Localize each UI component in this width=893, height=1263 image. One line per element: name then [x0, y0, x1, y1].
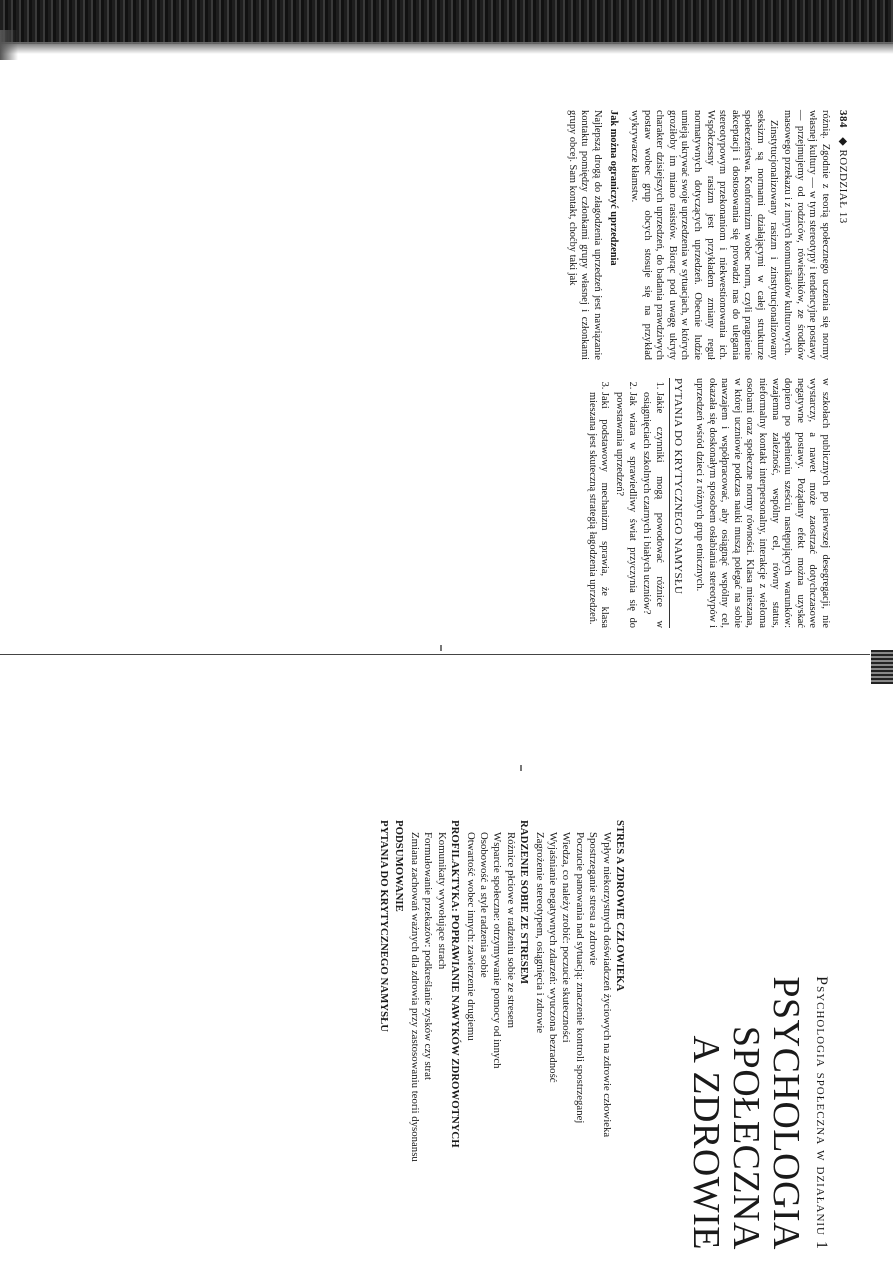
- outline-subsection: Komunikaty wywołujące strach: [435, 832, 448, 970]
- chapter-label: ROZDZIAŁ 13: [837, 149, 849, 224]
- running-head: [837, 110, 850, 630]
- paragraph: Najlepszą drogą do złagodzenia uprzedzeń jest nawiązanie kontaktu pomiędzy członkami grupy własnej i członkami grupy obcej. Sam kontakt, choćby taki jak: [566, 110, 603, 360]
- outline-section: RADZENIE SOBIE ZE STRESEM: [518, 820, 531, 985]
- outline-subsection: Różnice płciowe w radzeniu sobie ze stresem: [504, 832, 517, 1029]
- outline-subsection: Osobowość a style radzenia sobie: [477, 832, 490, 978]
- chapter-title-line: PSYCHOLOGIA SPOŁECZNA: [725, 976, 807, 1250]
- outline-subsection: Formułowanie przekazów: podkreślanie zysków czy strat: [422, 832, 435, 1080]
- scan-shadow-left: [0, 30, 18, 60]
- outline-subsection: Wyjaśnianie negatywnych zdarzeń: wyuczona bezradność: [546, 832, 559, 1083]
- outline-subsection: Wpływ niekorzystnych doświadczeń życiowych na zdrowie człowieka: [600, 832, 613, 1138]
- text-columns: [563, 110, 831, 630]
- outline-subsection: Wsparcie społeczne: otrzymywanie pomocy od innych: [491, 832, 504, 1069]
- paragraph: w szkołach publicznych po pierwszej desegregacji, nie wystarczy, a nawet może zaostrzać dotychczasowe negatywne postawy. Pożądany efekt można uzyskać dopiero po spełnieniu sześciu następujących warunków: wzajemna zależność, wspólny cel, równy status, nieformalny kontakt interpersonalny, interakcje z wieloma osobami oraz społeczne normy równości. Klasa mieszana, w której uczniowie podczas nauki muszą polegać na sobie nawzajem i współpracować, aby osiągnąć wspólny cel, okazała się doskonałym sposobem osłabiania stereotypów i uprzedzeń wśród dzieci z różnych grup etnicznych.: [694, 378, 831, 628]
- part-label: Psychologia społeczna w działaniu 1: [813, 976, 830, 1250]
- chapter-opener-page: [10, 820, 830, 1250]
- outline-subsection: Otwartość wobec innych: zawierzenie drugiemu: [464, 832, 477, 1041]
- chapter-title: [686, 820, 806, 1250]
- outline-subsection: Zmiana zachowań ważnych dla zdrowia przy zastosowaniu teorii dysonansu: [408, 832, 421, 1162]
- outline-subsection: Spostrzeganie stresu a zdrowie: [587, 832, 600, 966]
- question-item: 1. Jakie czynniki mogą powodować różnice w osiągnięciach szkolnych czarnych i białych uczniów?: [640, 392, 665, 628]
- page-number: 384: [837, 110, 849, 128]
- question-item: 2. Jak wiara w sprawiedliwy świat przyczynia się do powstawania uprzedzeń?: [613, 392, 638, 628]
- questions-box-title: PYTANIA DO KRYTYCZNEGO NAMYSŁU: [669, 378, 685, 628]
- outline-subsection: Wiedza, co należy zrobić: poczucie skuteczności: [560, 832, 573, 1043]
- section-heading: Jak można ograniczyć uprzedzenia: [608, 110, 620, 266]
- outline-section: PROFILAKTYKA: POPRAWIANIE NAWYKÓW ZDROWOTNYCH: [449, 820, 462, 1148]
- question-item: 3. Jaki podstawowy mechanizm sprawia, że klasa mieszana jest skuteczną strategią łagodzenia uprzedzeń.: [585, 392, 610, 628]
- outline-subsection: Zagrożenie stereotypem, osiągnięcia i zdrowie: [533, 832, 546, 1034]
- outline-subsection: Poczucie panowania nad sytuacją: znaczenie kontroli spostrzeganej: [573, 832, 586, 1124]
- outline-section: STRES A ZDROWIE CZŁOWIEKA: [614, 820, 626, 992]
- text-column-left: [563, 110, 831, 360]
- text-column-right: [563, 378, 831, 628]
- scan-speck: [520, 765, 522, 771]
- book-page-384: [460, 110, 850, 630]
- outline-section: PODSUMOWANIE: [393, 820, 406, 912]
- page-fold-line: [0, 654, 870, 655]
- outline-section: PYTANIA DO KRYTYCZNEGO NAMYSŁU: [378, 820, 391, 1033]
- scan-shadow-top: [0, 0, 893, 44]
- chapter-title-line: A ZDROWIE: [685, 1035, 727, 1250]
- chapter-outline: [377, 820, 626, 1250]
- paragraph: Zinstytucjonalizowany rasizm i zinstytucjonalizowany seksizm są normami działającymi w całej strukturze społeczeństwa. Konformizm wobec norm, czyli pragnienie akceptacji i dostosowania się prowadzi nas do ulegania stereotypowym przekonaniom i niekwestionowania ich. Współczesny rasizm jest przykładem zmiany reguł normatywnych dotyczących uprzedzeń. Obecnie ludzie umieją ukrywać swoje uprzedzenia w sytuacjach, w których groziłoby im miano rasistów. Biorąc pod uwagę ukryty charakter dzisiejszych uprzedzeń, do badania prawdziwych postaw wobec grup obcych stosuje się na przykład wykrywacze kłamstw.: [629, 110, 779, 360]
- bullet-glyph: ◆: [837, 137, 849, 147]
- scan-shadow-right: [871, 650, 893, 684]
- scan-speck: [440, 645, 442, 651]
- paragraph: różnią. Zgodnie z teorią społecznego uczenia się normy własnej kultury — w tym stereotypy i tendencyjne postawy — przejmujemy od rodziców, rówieśników, ze środków masowego przekazu i z innych komunikatów kulturowych.: [782, 110, 831, 360]
- questions-list: [585, 378, 665, 628]
